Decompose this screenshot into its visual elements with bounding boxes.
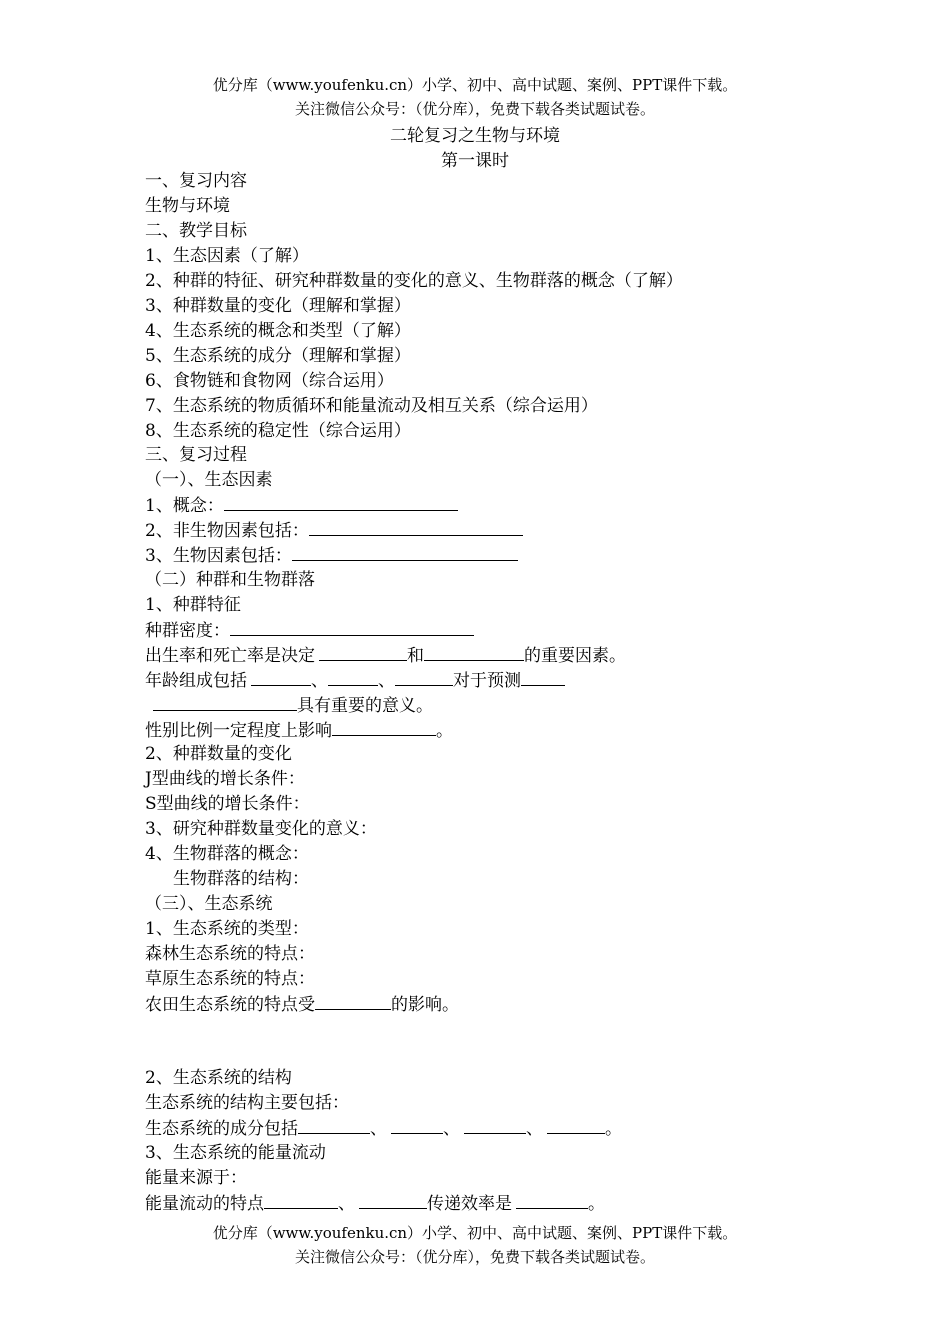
concept-blank[interactable]	[224, 494, 458, 511]
period: 。	[605, 1119, 622, 1139]
comp-text: 生态系统的成分包括	[145, 1119, 298, 1139]
section-1-heading: 一、复习内容	[145, 171, 247, 191]
population-feature-title: 1、种群特征	[145, 595, 241, 615]
header-line-1: 优分库（www.youfenku.cn）小学、初中、高中试题、案例、PPT课件下载。	[212, 76, 738, 94]
energy-flow-title: 3、生态系统的能量流动	[145, 1143, 326, 1163]
goal-item: 3、种群数量的变化（理解和掌握）	[145, 296, 411, 316]
birth-death-line	[145, 644, 626, 667]
section-1-content: 生物与环境	[145, 196, 230, 216]
separator: 、	[443, 1119, 460, 1139]
birth-text-b: 和	[407, 646, 424, 666]
s-curve-line: S型曲线的增长条件：	[145, 794, 310, 814]
grassland-line: 草原生态系统的特点：	[145, 969, 315, 989]
part-2-heading: （二）种群和生物群落	[145, 570, 315, 590]
structure-line: 生态系统的结构主要包括：	[145, 1093, 349, 1113]
goal-item: 2、种群的特征、研究种群数量的变化的意义、生物群落的概念（了解）	[145, 271, 683, 291]
separator: 、	[370, 1119, 387, 1139]
farm-text-b: 的影响。	[391, 995, 459, 1015]
age-blank-1[interactable]	[251, 669, 311, 686]
energy-source-line: 能量来源于：	[145, 1168, 247, 1188]
section-2-heading: 二、教学目标	[145, 221, 247, 241]
j-curve-line: J型曲线的增长条件：	[145, 769, 305, 789]
density-blank[interactable]	[230, 619, 474, 636]
components-line	[145, 1117, 622, 1140]
ecosystem-types-title: 1、生态系统的类型：	[145, 919, 309, 939]
separator: 、	[526, 1119, 543, 1139]
farm-text-a: 农田生态系统的特点受	[145, 995, 315, 1015]
population-change-title: 2、种群数量的变化	[145, 744, 292, 764]
age-blank-4[interactable]	[521, 669, 565, 686]
section-3-heading: 三、复习过程	[145, 445, 247, 465]
sex-blank[interactable]	[332, 719, 436, 736]
community-concept-line: 4、生物群落的概念：	[145, 844, 309, 864]
separator: 、	[311, 671, 328, 691]
goal-item: 5、生态系统的成分（理解和掌握）	[145, 346, 411, 366]
comp-blank-1[interactable]	[298, 1117, 370, 1134]
age-blank-5[interactable]	[153, 694, 297, 711]
goal-item: 1、生态因素（了解）	[145, 246, 309, 266]
abiotic-blank[interactable]	[309, 519, 523, 536]
ecosystem-structure-title: 2、生态系统的结构	[145, 1068, 292, 1088]
community-structure-line: 生物群落的结构：	[173, 869, 309, 889]
goal-item: 8、生态系统的稳定性（综合运用）	[145, 421, 411, 441]
forest-line: 森林生态系统的特点：	[145, 944, 315, 964]
abiotic-label: 2、非生物因素包括：	[145, 521, 309, 541]
density-line	[145, 619, 474, 642]
goal-item: 7、生态系统的物质循环和能量流动及相互关系（综合运用）	[145, 396, 598, 416]
comp-blank-2[interactable]	[391, 1117, 443, 1134]
age-line-cont	[145, 694, 433, 717]
period: 。	[436, 721, 453, 741]
period: 。	[588, 1194, 605, 1214]
farm-blank[interactable]	[315, 993, 391, 1010]
goal-item: 6、食物链和食物网（综合运用）	[145, 371, 394, 391]
footer-line-2: 关注微信公众号：（优分库），免费下载各类试题试卷。	[294, 1248, 655, 1266]
birth-text-a: 出生率和死亡率是决定	[145, 646, 315, 666]
abiotic-line	[145, 519, 523, 542]
footer-line-1: 优分库（www.youfenku.cn）小学、初中、高中试题、案例、PPT课件下载。	[212, 1224, 738, 1242]
flow-blank-1[interactable]	[264, 1192, 338, 1209]
biotic-label: 3、生物因素包括：	[145, 546, 292, 566]
header-line-2: 关注微信公众号：（优分库），免费下载各类试题试卷。	[294, 100, 655, 118]
energy-flow-line	[145, 1192, 605, 1215]
concept-line	[145, 494, 458, 517]
part-1-heading: （一）、生态因素	[145, 470, 273, 490]
flow-text-b: 传递效率是	[427, 1194, 512, 1214]
birth-blank-1[interactable]	[319, 644, 407, 661]
biotic-line	[145, 544, 518, 567]
comp-blank-4[interactable]	[547, 1117, 605, 1134]
birth-blank-2[interactable]	[424, 644, 524, 661]
part-3-heading: （三）、生态系统	[145, 894, 273, 914]
flow-blank-2[interactable]	[359, 1192, 427, 1209]
density-label: 种群密度：	[145, 621, 230, 641]
comp-blank-3[interactable]	[464, 1117, 526, 1134]
age-line	[145, 669, 565, 692]
separator: 、	[338, 1194, 355, 1214]
separator: 、	[378, 671, 395, 691]
age-text-c: 具有重要的意义。	[297, 696, 433, 716]
biotic-blank[interactable]	[292, 544, 518, 561]
farmland-line	[145, 993, 459, 1016]
page-title: 二轮复习之生物与环境	[390, 126, 560, 146]
birth-text-c: 的重要因素。	[524, 646, 626, 666]
age-blank-2[interactable]	[328, 669, 378, 686]
concept-label: 1、概念：	[145, 496, 224, 516]
age-text-b: 对于预测	[453, 671, 521, 691]
sex-text: 性别比例一定程度上影响	[145, 721, 332, 741]
age-blank-3[interactable]	[395, 669, 453, 686]
page-subtitle: 第一课时	[441, 151, 509, 171]
flow-text-a: 能量流动的特点	[145, 1194, 264, 1214]
sex-ratio-line	[145, 719, 453, 742]
goal-item: 4、生态系统的概念和类型（了解）	[145, 321, 411, 341]
significance-line: 3、研究种群数量变化的意义：	[145, 819, 377, 839]
flow-blank-3[interactable]	[516, 1192, 588, 1209]
age-text-a: 年龄组成包括	[145, 671, 247, 691]
